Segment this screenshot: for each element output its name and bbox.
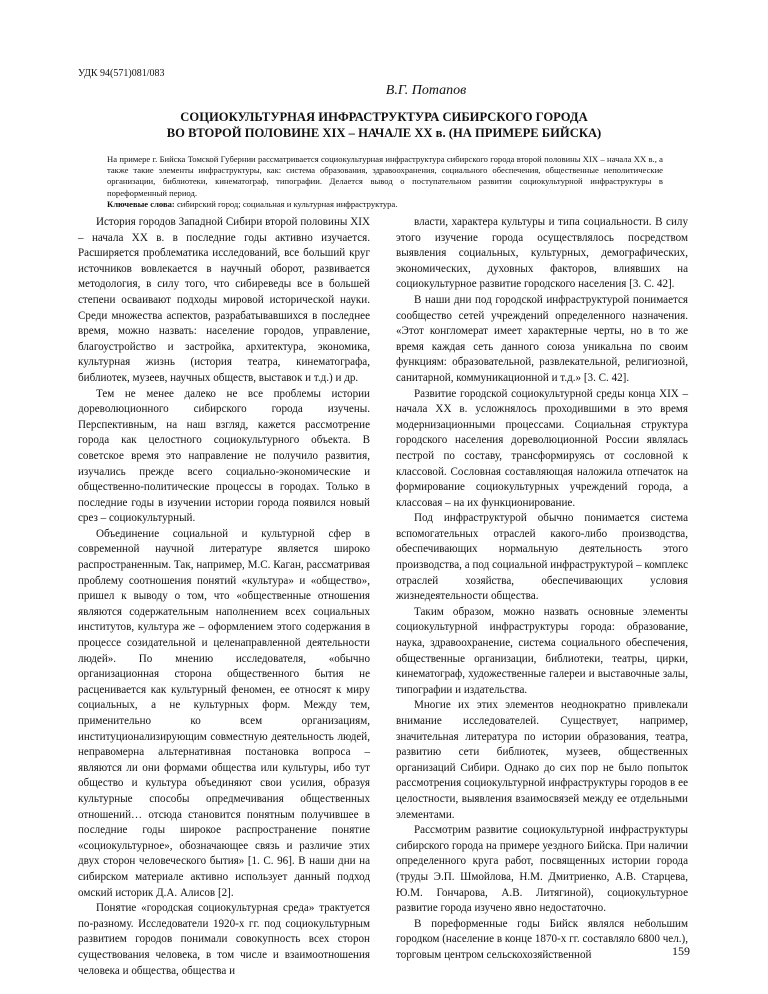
paragraph: В пореформенные годы Бийск являлся небольшим городком (население в конце 1870-х гг. составляло 6800 чел.), торговым центром сельскохозяйственной bbox=[396, 917, 688, 961]
article-title bbox=[90, 109, 678, 141]
paragraph: Понятие «городская социокультурная среда» трактуется по-разному. Исследователи 1920-х гг. под социокультурным развитием городов понимали совокупность всех сторон существования человека, в том числе и взаимоотношения человека и общества, общества и bbox=[78, 902, 370, 977]
keywords-text: сибирский город; социальная и культурная инфраструктура. bbox=[174, 198, 398, 209]
abstract-text: На примере г. Бийска Томской Губернии рассматривается социокультурная инфраструктура сибирского города второй половины XIX – начала XX в., а также такие элементы инфраструктуры, как: система образования, здравоохранения, социального обеспечения, общественные неполитические организации, библиотеки, кинематограф, типографии. Делается вывод о поступательном развитии социокультурной инфраструктуры в пореформенный период. bbox=[107, 154, 663, 198]
left-column bbox=[78, 215, 370, 979]
keywords-label: Ключевые слова: bbox=[107, 198, 175, 209]
title-line-2: ВО ВТОРОЙ ПОЛОВИНЕ XIX – НАЧАЛЕ XX в. (НА ПРИМЕРЕ БИЙСКА) bbox=[166, 126, 602, 140]
paragraph: Под инфраструктурой обычно понимается система вспомогательных отраслей какого-либо производства, обеспечивающих нормальную деятельность этого производства, а под социальной инфраструктурой – комплекс отраслей хозяйства, обеспечивающих условия жизнедеятельности общества. bbox=[396, 512, 688, 603]
paragraph: власти, характера культуры и типа социальности. В силу этого изучение города осуществлялось посредством выявления социальных, культурных, демографических, экономических, духовных факторов, влиявших на социокультурное развитие городского населения [3. С. 42]. bbox=[396, 216, 688, 291]
abstract bbox=[107, 154, 663, 210]
udk-code: УДК 94(571)081/083 bbox=[78, 68, 165, 79]
paragraph: Развитие городской социокультурной среды конца XIX – начала XX в. усложнялось проходившими в это время модернизационными процессами. Социальная структура городского населения дореволюционной России являлась пестрой по составу, трансформируясь от сословной к классовой. Сословная составляющая наложила отпечаток на формирование социокультурных учреждений города, а классовая – на их функционирование. bbox=[396, 387, 688, 509]
right-column bbox=[396, 215, 688, 964]
paragraph: Многие их этих элементов неоднократно привлекали внимание исследователей. Существует, например, значительная литература по истории образования, театра, развитию сети библиотек, музеев, общественных организаций Сибири. Однако до сих пор не было попыток рассмотрения социокультурной инфраструктуры городов в ее целостности, выявления взаимосвязей между ее отдельными элементами. bbox=[396, 699, 688, 821]
paragraph: История городов Западной Сибири второй половины XIX – начала XX в. в последние годы активно изучается. Расширяется проблематика исследований, все больший круг источников вовлекается в научный оборот, развивается методология, в силу того, что сибиреведы все в большей степени осваивают подходы мировой исторической науки. Среди множества аспектов, разрабатывавшихся в последнее время, можно назвать: население городов, управление, благоустройство и застройка, архитектура, экономика, культурная жизнь (история театра, кинематографа, библиотек, музеев, научных обществ, выставок и т.д.) и др. bbox=[78, 216, 370, 384]
paragraph: Таким образом, можно назвать основные элементы социокультурной инфраструктуры города: образование, наука, здравоохранение, система социального обеспечения, общественные организации, библиотеки, театры, цирки, кинематограф, художественные галереи и выставочные залы, типографии и издательства. bbox=[396, 605, 688, 696]
author-name: В.Г. Потапов bbox=[385, 83, 467, 98]
paragraph: Рассмотрим развитие социокультурной инфраструктуры сибирского города на примере уездного Бийска. При наличии определенного круга работ, посвященных истории города (труды Э.П. Шмойлова, Н.М. Дмитриенко, А.В. Старцева, Ю.М. Гончарова, А.В. Литягиной), социокультурное развитие города изучено явно недостаточно. bbox=[396, 824, 688, 915]
title-line-1: СОЦИОКУЛЬТУРНАЯ ИНФРАСТРУКТУРА СИБИРСКОГО ГОРОДА bbox=[180, 110, 588, 124]
paragraph: В наши дни под городской инфраструктурой понимается сообщество сетей учреждений определенного назначения. «Этот конгломерат имеет характерные черты, но в то же время каждая сеть данного союза уникальна по своим функциям: образовательной, развлекательной, религиозной, санитарной, коммуникационной и т.д.» [3. С. 42]. bbox=[396, 293, 688, 384]
page-number: 159 bbox=[672, 944, 690, 958]
paragraph: Тем не менее далеко не все проблемы истории дореволюционного сибирского города изучены. Перспективным, на наш взгляд, кажется рассмотрение города как целостного социокультурного объекта. В советское время это направление не получило развития, изучались прежде всего социально-экономические и общественно-политические процессы в городах. Только в последние годы в изучении истории города появился новый срез – социокультурный. bbox=[78, 387, 370, 525]
paragraph: Объединение социальной и культурной сфер в современной научной литературе является широко распространенным. Так, например, М.С. Каган, рассматривая проблему соотношения понятий «культура» и «общество», пришел к выводу о том, что «общественные отношения являются содержательным наполнением всех социальных институтов, культура же – оформлением этого содержания в процессе созидательной и целенаправленной деятельности людей». По мнению исследователя, «обычно организационная сторона общественного бытия не расценивается как культурный феномен, ее относят к миру социальных, а не культурных форм. Между тем, применительно ко всем организациям, институционализирующим совместную деятельность людей, неправомерна альтернативная постановка вопроса – являются ли они формами общества или культуры, ибо тут общество и культура объединяют свои усилия, образуя культурные способы опредмечивания общественных отношений… отсюда становится понятным получившее в последние годы широкое распространение понятие «социокультурное», обозначающее связь и различие этих двух сторон человеческого бытия» [1. С. 96]. В наши дни на сибирском материале активно использует данный подход омский историк Д.А. Алисов [2]. bbox=[78, 527, 370, 899]
